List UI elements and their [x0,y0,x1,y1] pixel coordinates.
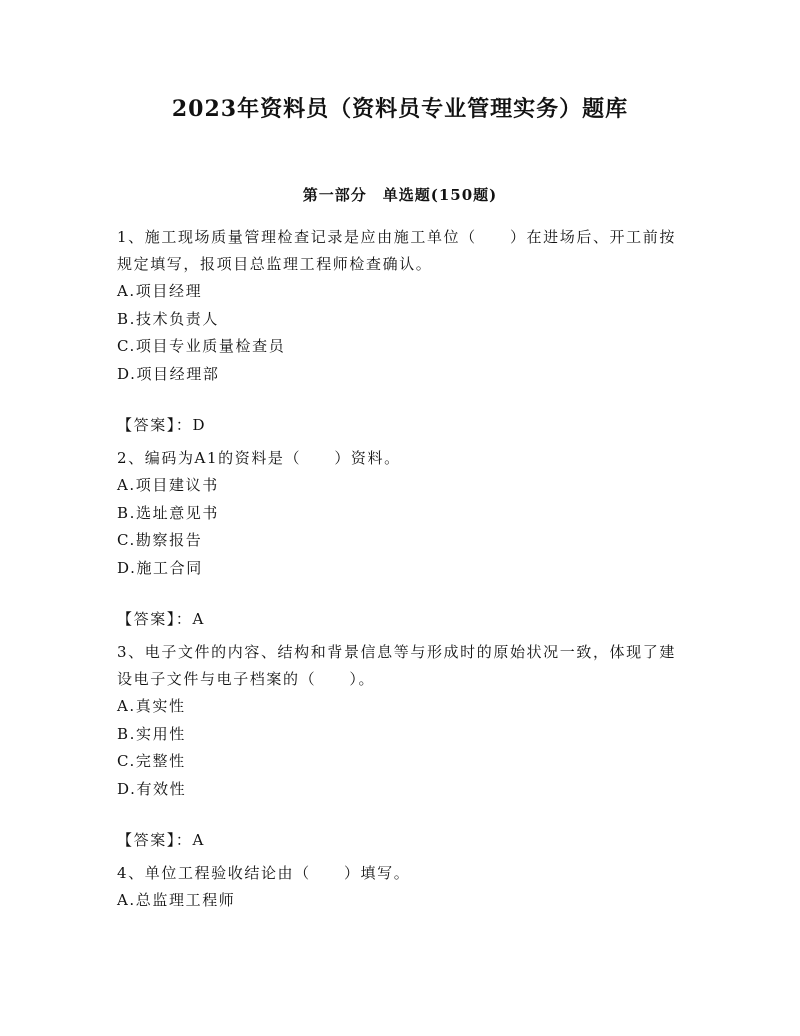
option-a: A.项目建议书 [117,476,219,494]
option-c: C.勘察报告 [117,531,203,549]
option-d: D.项目经理部 [117,364,220,383]
answer-line: 【答案】：D [117,416,207,434]
option-c: C.项目专业质量检查员 [117,337,286,355]
option-d: D.施工合同 [117,558,203,577]
option-a: A.项目经理 [117,282,203,300]
question-item [117,224,687,439]
option-b: B.技术负责人 [117,309,219,328]
question-list [117,224,687,915]
option-a: A.总监理工程师 [117,891,236,909]
option-b: B.选址意见书 [117,503,219,522]
question-stem: 4、单位工程验收结论由（ ）填写。 [117,864,411,882]
section-title: 第一部分 单选题(150题) [302,186,498,204]
option-c: C.完整性 [117,752,186,770]
option-b: B.实用性 [117,724,186,743]
answer-line: 【答案】：A [117,610,205,628]
question-item [117,860,687,915]
question-stem: 1、施工现场质量管理检查记录是应由施工单位（ ）在进场后、开工前按规定填写，报项目总监理工程师检查确认。 [117,228,676,273]
option-a: A.真实性 [117,697,186,715]
question-stem: 2、编码为A1的资料是（ ）资料。 [117,449,401,467]
option-d: D.有效性 [117,779,187,798]
answer-line: 【答案】：A [117,831,205,849]
question-item [117,445,687,633]
document-title: 2023年资料员（资料员专业管理实务）题库 [171,96,629,122]
question-stem: 3、电子文件的内容、结构和背景信息等与形成时的原始状况一致，体现了建设电子文件与电子档案的（ ）。 [117,643,676,688]
question-item [117,639,687,854]
